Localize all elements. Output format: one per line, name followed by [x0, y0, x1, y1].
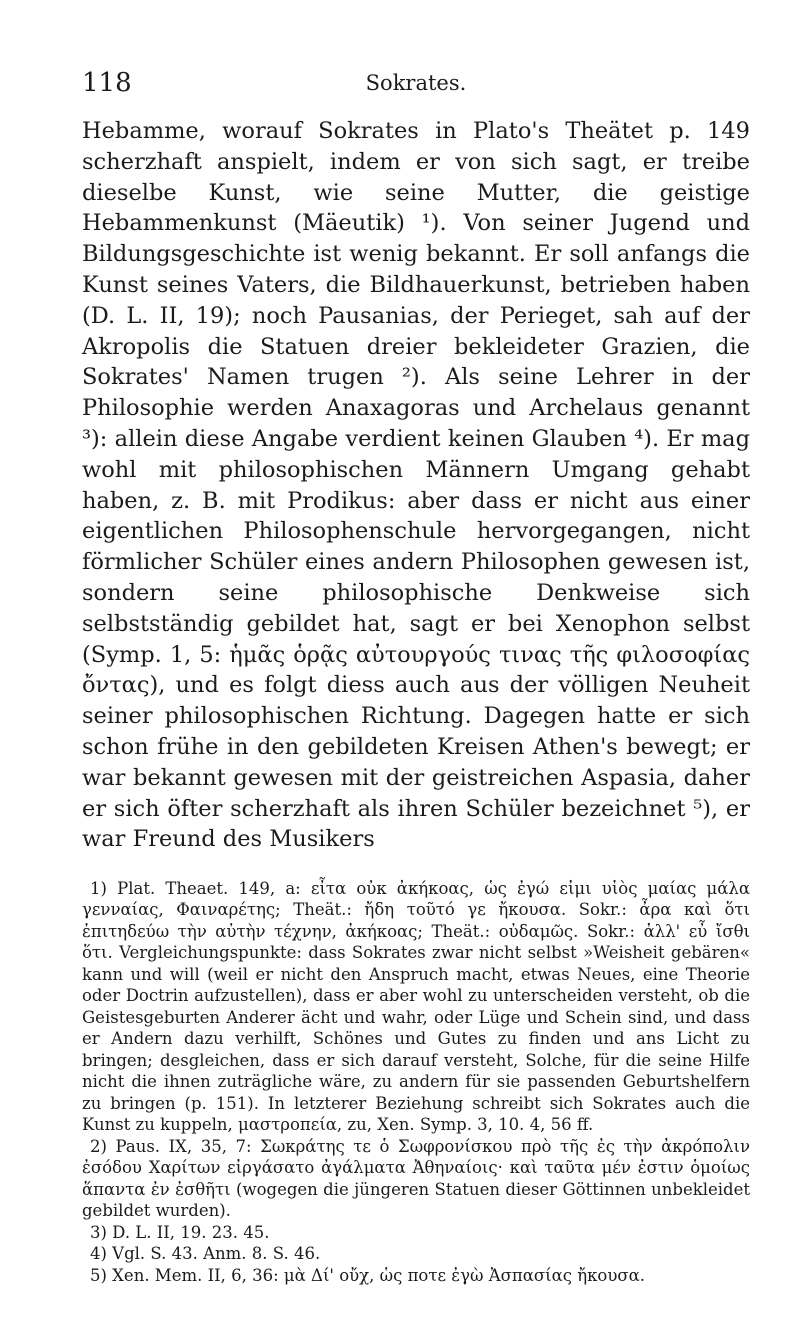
main-paragraph: Hebamme, worauf Sokrates in Plato's Theätet p. 149 scherzhaft anspielt, indem er von sich sagt, er treibe dieselbe Kunst, wie seine Mutter, die geistige Hebammenkunst (Mäeutik) ¹). Von seiner Jugend und Bildungsgeschichte ist wenig bekannt. Er soll anfangs die Kunst seines Vaters, die Bildhauerkunst, betrieben haben (D. L. II, 19); noch Pausanias, der Perieget, sah auf der Akropolis die Statuen dreier bekleideter Grazien, die Sokrates' Namen trugen ²). Als seine Lehrer in der Philosophie werden Anaxagoras und Archelaus genannt ³): allein diese Angabe verdient keinen Glauben ⁴). Er mag wohl mit philosophischen Männern Umgang gehabt haben, z. B. mit Prodikus: aber dass er nicht aus einer eigentlichen Philosophenschule hervorgegangen, nicht förmlicher Schüler eines andern Philosophen gewesen ist, sondern seine philosophische Denkweise sich selbstständig gebildet hat, sagt er bei Xenophon selbst (Symp. 1, 5: ἡμᾶς ὁρᾷς αὐτουργούς τινας τῆς φιλοσοφίας ὄντας), und es folgt diess auch aus der völligen Neuheit seiner philosophischen Richtung. Dagegen hatte er sich schon frühe in den gebildeten Kreisen Athen's bewegt; er war bekannt gewesen mit der geistreichen Aspasia, daher er sich öfter scherzhaft als ihren Schüler bezeichnet ⁵), er war Freund des Musikers — [82, 118, 750, 853]
footnote-3: 3) D. L. II, 19. 23. 45. — [90, 1222, 270, 1242]
running-title: Sokrates. — [365, 71, 467, 95]
footnote-5: 5) Xen. Mem. II, 6, 36: μὰ Δί' οὔχ, ὡς ποτε ἐγὼ Ἀσπασίας ἤκουσα. — [90, 1265, 646, 1285]
footnote-2: 2) Paus. IX, 35, 7: Σωκράτης τε ὁ Σωφρονίσκου πρὸ τῆς ἐς τὴν ἀκρόπολιν ἐσόδου Χαρίτων εἰργάσατο ἀγάλματα Ἀθηναίοις· καὶ ταῦτα μέν ἐστιν ὁμοίως ἅπαντα ἐν ἐσθῆτι (wogegen die jüngeren Statuen dieser Göttinnen unbekleidet gebildet wurden). — [82, 1136, 750, 1221]
book-page — [82, 68, 750, 1286]
page-number: 118 — [82, 68, 132, 98]
page-header — [82, 68, 750, 102]
footnote-1: 1) Plat. Theaet. 149, a: εἶτα οὐκ ἀκήκοας, ὡς ἐγώ εἰμι υἱὸς μαίας μάλα γενναίας, Φαιναρέτης; Theät.: ἤδη τοῦτό γε ἤκουσα. Sokr.: ἆρα καὶ ὅτι ἐπιτηδεύω τὴν αὐτὴν τέχνην, ἀκήκοας; Theät.: οὐδαμῶς. Sokr.: ἀλλ' εὖ ἴσθι ὅτι. Vergleichungspunkte: dass Sokrates zwar nicht selbst »Weisheit gebären« kann und will (weil er nicht den Anspruch macht, etwas Neues, eine Theorie oder Doctrin aufzustellen), dass er aber wohl zu unterscheiden versteht, ob die Geistesgeburten Anderer ächt und wahr, oder Lüge und Schein sind, und dass er Andern dazu verhilft, Schönes und Gutes zu finden und ans Licht zu bringen; desgleichen, dass er sich darauf versteht, Solche, für die seine Hilfe nicht die ihnen zuträgliche wäre, zu andern für sie passenden Geburtshelfern zu bringen (p. 151). In letzterer Beziehung schreibt sich Sokrates auch die Kunst zu kuppeln, μαστροπεία, zu, Xen. Symp. 3, 10. 4, 56 ff. — [82, 878, 750, 1135]
footnote-4: 4) Vgl. S. 43. Anm. 8. S. 46. — [90, 1244, 321, 1264]
footnotes — [82, 878, 750, 1287]
